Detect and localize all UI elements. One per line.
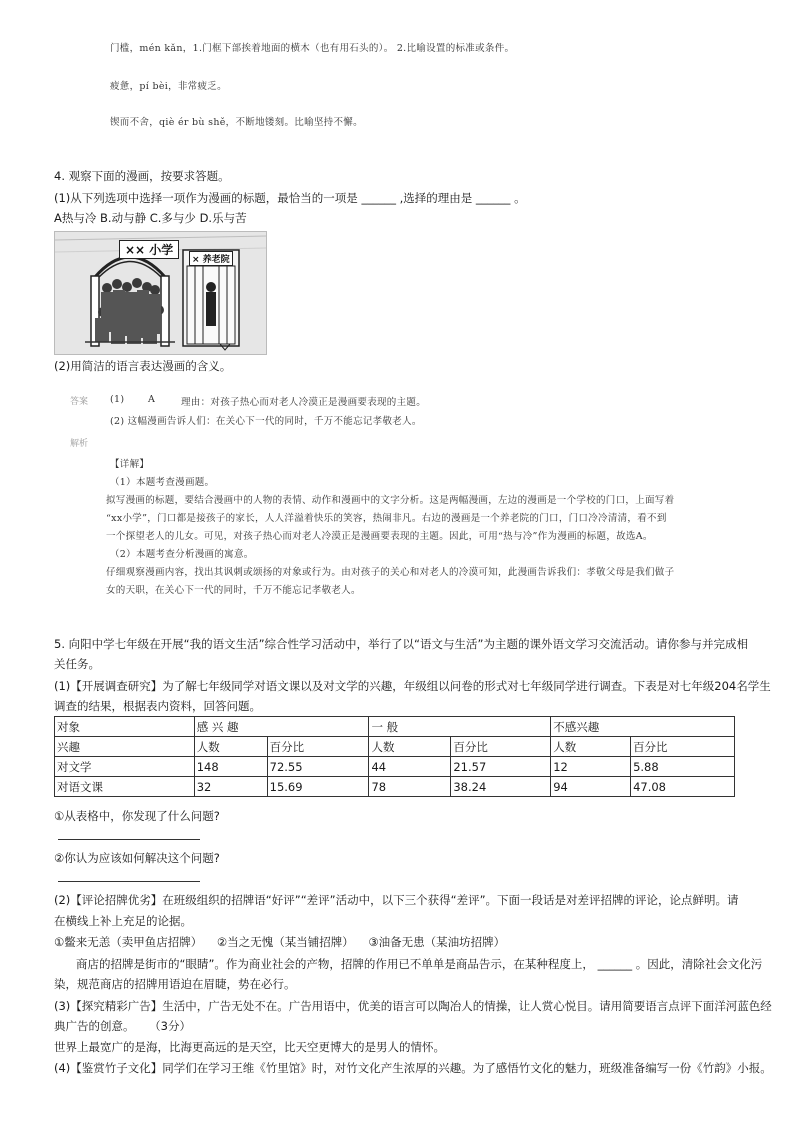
- table-header-cell: 百分比: [267, 737, 369, 757]
- table-cell: 15.69: [267, 777, 369, 797]
- q4-sub2: (2)用简洁的语言表达漫画的含义。: [54, 359, 232, 373]
- table-header-cell: 百分比: [631, 737, 735, 757]
- q5-part2-cont: 在横线上补上充足的论据。: [54, 914, 192, 928]
- table-header-cell: 不感兴趣: [551, 717, 735, 737]
- bad-signs-list: ①鳖来无恙（卖甲鱼店招牌） ②当之无愧（某当铺招牌） ③油备无患（某油坊招牌）: [54, 935, 506, 949]
- analysis-line: （1）本题考查漫画题。: [110, 477, 215, 488]
- table-subheader-row: [55, 737, 735, 757]
- sign-comment: 商店的招牌是街市的“眼睛”。作为商业社会的产物，招牌的作用已不单单是商品告示，在某种程度上， ______ 。因此，清除社会文化污: [76, 957, 763, 971]
- q5-part1-cont: 调查的结果，根据表内资料，回答问题。: [54, 699, 261, 713]
- table-row: [55, 757, 735, 777]
- nursing-home-sign: × 养老院: [189, 251, 233, 266]
- q4-sub1: (1)从下列选项中选择一项作为漫画的标题，最恰当的一项是 ______ ,选择的理由是 ______ 。: [54, 191, 526, 205]
- analysis-line: “xx小学”，门口都是接孩子的家长，人人洋溢着快乐的笑容，热闹非凡。右边的漫画是一个养老院的门口，门口冷冷清清，看不到: [106, 513, 667, 524]
- q5-intro: 5. 向阳中学七年级在开展“我的语文生活”综合性学习活动中，举行了以“语文与生活”为主题的课外语文学习交流活动。请你参与并完成相: [54, 637, 748, 651]
- table-cell: 47.08: [631, 777, 735, 797]
- table-header-cell: 人数: [369, 737, 451, 757]
- table-header-cell: 对象: [55, 717, 195, 737]
- answer-blank-line[interactable]: [58, 839, 200, 840]
- table-cell: 5.88: [631, 757, 735, 777]
- school-sign: ×× 小学: [119, 240, 179, 259]
- q4-options: A热与冷 B.动与静 C.多与少 D.乐与苦: [54, 211, 247, 225]
- definition-menkan: 门槛，mén kǎn，1.门框下部挨着地面的横木（也有用石头的）。 2.比喻设置的标准或条件。: [110, 43, 515, 54]
- table-header-cell: 兴趣: [55, 737, 195, 757]
- table-header-cell: 感 兴 趣: [194, 717, 369, 737]
- answer-blank-line[interactable]: [58, 881, 200, 882]
- q5-part3-cont: 典广告的创意。 （3分）: [54, 1019, 191, 1033]
- answer-label: 答案: [70, 397, 89, 407]
- analysis-line: 【详解】: [110, 459, 150, 470]
- definition-qieerbushe: 锲而不舍，qiè ér bù shě，不断地镂刻。比喻坚持不懈。: [110, 117, 363, 128]
- answer-line1-reason: 理由：对孩子热心而对老人冷漠正是漫画要表现的主题。: [181, 397, 427, 408]
- analysis-line: 女的天职，在关心下一代的同时，千万不能忘记孝敬老人。: [106, 585, 361, 596]
- q5-part3: (3)【探究精彩广告】生活中，广告无处不在。广告用语中，优美的语言可以陶冶人的情操，让人赏心悦目。请用简要语言点评下面洋河蓝色经: [54, 999, 772, 1013]
- table-cell: 44: [369, 757, 451, 777]
- table-cell: 38.24: [451, 777, 551, 797]
- sign-comment-cont: 染，规范商店的招牌用语迫在眉睫，势在必行。: [54, 977, 296, 991]
- answer-line2: (2) 这幅漫画告诉人们：在关心下一代的同时，千万不能忘记孝敬老人。: [110, 416, 422, 427]
- analysis-line: 一个探望老人的儿女。可见，对孩子热心而对老人冷漠正是漫画要表现的主题。因此，可用“热与冷”作为漫画的标题，故选A。: [106, 531, 653, 542]
- analysis-line: 仔细观察漫画内容，找出其讽刺或颂扬的对象或行为。由对孩子的关心和对老人的冷漠可知，此漫画告诉我们：孝敬父母是我们做子: [106, 567, 675, 578]
- advertisement-text: 世界上最宽广的是海，比海更高远的是天空，比天空更博大的是男人的情怀。: [54, 1040, 445, 1054]
- analysis-label: 解析: [70, 439, 89, 449]
- table-header-cell: 人数: [194, 737, 267, 757]
- table-cell: 21.57: [451, 757, 551, 777]
- analysis-line: （2）本题考查分析漫画的寓意。: [110, 549, 254, 560]
- table-row: [55, 777, 735, 797]
- cartoon-image: [54, 231, 267, 355]
- table-cell: 78: [369, 777, 451, 797]
- question-b: ②你认为应该如何解决这个问题?: [54, 851, 220, 865]
- survey-table: [54, 716, 735, 797]
- table-cell: 94: [551, 777, 631, 797]
- q5-part1: (1)【开展调查研究】为了解七年级同学对语文课以及对文学的兴趣，年级组以问卷的形式对七年级同学进行调查。下表是对七年级204名学生: [54, 679, 771, 693]
- table-header-cell: 一 般: [369, 717, 551, 737]
- table-cell: 32: [194, 777, 267, 797]
- table-cell: 148: [194, 757, 267, 777]
- q4-title: 4. 观察下面的漫画，按要求答题。: [54, 169, 230, 183]
- table-cell: 12: [551, 757, 631, 777]
- table-header-row: [55, 717, 735, 737]
- answer-line1-choice: A: [148, 394, 156, 405]
- answer-line1-num: (1): [110, 394, 125, 405]
- q5-intro-cont: 关任务。: [54, 657, 100, 671]
- q5-part2: (2)【评论招牌优劣】在班级组织的招牌语“好评”“差评”活动中，以下三个获得“差评”。下面一段话是对差评招牌的评论，论点鲜明。请: [54, 893, 739, 907]
- table-cell: 对语文课: [55, 777, 195, 797]
- analysis-line: 拟写漫画的标题，要结合漫画中的人物的表情、动作和漫画中的文字分析。这是两幅漫画，左边的漫画是一个学校的门口，上面写着: [106, 495, 675, 506]
- table-cell: 对文学: [55, 757, 195, 777]
- table-cell: 72.55: [267, 757, 369, 777]
- table-header-cell: 人数: [551, 737, 631, 757]
- table-header-cell: 百分比: [451, 737, 551, 757]
- definition-pibei: 疲惫，pí bèi，非常疲乏。: [110, 81, 227, 92]
- question-a: ①从表格中，你发现了什么问题?: [54, 809, 220, 823]
- q5-part4: (4)【鉴赏竹子文化】同学们在学习王维《竹里馆》时，对竹文化产生浓厚的兴趣。为了感悟竹文化的魅力，班级准备编写一份《竹韵》小报。: [54, 1061, 772, 1075]
